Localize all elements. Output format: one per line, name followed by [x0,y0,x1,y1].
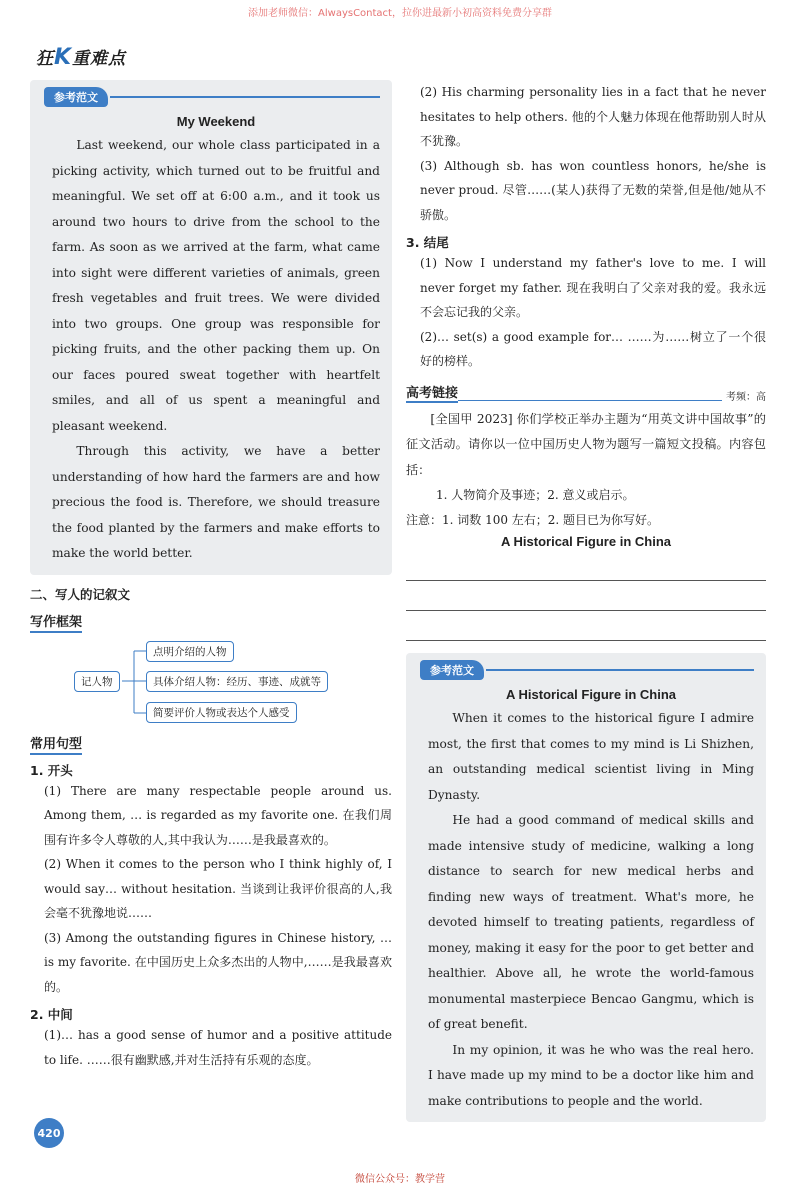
right-column [406,80,766,1122]
answer-line[interactable] [406,551,766,581]
essay-paragraph: Through this activity, we have a better understanding of how hard the farmers are and how precious the food is. Therefore, we should treasure the food planted by the farmers and make efforts to make the world better. [52,444,380,560]
sentence-pattern: (3) Among the outstanding figures in Chinese history, … is my favorite. 在中国历史上众多杰出的人物中,……是我最喜欢的。 [44,930,392,994]
gaokao-header [406,382,766,403]
left-column [30,80,392,1072]
heading-opening: 1. 开头 [30,762,73,778]
heading-ending: 3. 结尾 [406,235,449,250]
essay-paragraph: When it comes to the historical figure I admire most, the first that comes to my mind is Li Shizhen, an outstanding medical scientist living in Ming Dynasty. [428,711,754,802]
task-item: 1. 人物简介及事迹；2. 意义或启示。 [436,488,635,502]
essay-paragraph: Last weekend, our whole class participated in a picking activity, which turned out to be fruitful and meaningful. We set off at 6:00 a.m., and it took us around two hours to drive from the school to the farm. As soon as we arrived at the farm, what came into sight were different varieties of animals, green fresh vegetables and fruit trees. We were divided into two groups. One group was responsible for picking fruits, and the other packing them up. On our faces poured sweat together with heartfelt smiles, and all of us spent a meaningful and pleasant weekend. [52,138,380,433]
framework-heading: 写作框架 [30,611,82,633]
task-description: [全国甲 2023] 你们学校正举办主题为“用英文讲中国故事”的征文活动。请你以一位中国历史人物为题写一篇短文投稿。内容包括： [406,411,766,477]
sample-essay-box [406,653,766,1122]
sample-tag: 参考范文 [44,87,108,107]
diagram-branch: 点明介绍的人物 [146,641,234,662]
footer-watermark: 微信公众号：教学营 [355,1174,445,1185]
gaokao-heading: 高考链接 [406,382,458,403]
essay-title: My Weekend [176,114,256,129]
task-title: A Historical Figure in China [501,534,671,549]
essay-title: A Historical Figure in China [506,687,676,702]
sentence-pattern: (2) His charming personality lies in a fact that he never hesitates to help others. 他的个人魅力体现在他帮助别人时从不犹豫。 [420,85,766,148]
phrases-heading: 常用句型 [30,733,82,755]
sentence-pattern: (3) Although sb. has won countless honors, he/she is never proud. 尽管……(某人)获得了无数的荣誉,但是他/她从不骄傲。 [420,158,766,222]
sentence-pattern: (1)… has a good sense of humor and a positive attitude to life. ……很有幽默感,并对生活持有乐观的态度。 [44,1028,392,1067]
framework-diagram [30,641,392,725]
sentence-pattern: (2)… set(s) a good example for… ……为……树立了一个很好的榜样。 [420,329,766,368]
top-watermark: 添加老师微信：AlwaysContact，拉你进最新小初高资料免费分享群 [248,8,552,19]
answer-line[interactable] [406,581,766,611]
sentence-pattern: (2) When it comes to the person who I think highly of, I would say… without hesitation. 当谈到让我评价很高的人,我会毫不犹豫地说…… [44,857,392,920]
frequency-label: 考频：高 [726,391,766,403]
diagram-branch: 具体介绍人物：经历、事迹、成就等 [146,671,328,692]
answer-line[interactable] [406,611,766,641]
essay-paragraph: In my opinion, it was he who was the real hero. I have made up my mind to be a doctor like him and make contributions to people and the world. [428,1042,754,1108]
essay-paragraph: He had a good command of medical skills and made intensive study of medicine, walking a long distance to search for new medical herbs and finding new ways of treatment. What's more, he devoted himself to treating patients, regardless of money, making it easy for the poor to get better and healthier. Above all, he wrote the world-famous monumental masterpiece Bencao Gangmu, which is of great benefit. [428,813,754,1031]
sample-tag: 参考范文 [420,660,484,680]
heading-middle: 2. 中间 [30,1007,73,1022]
brand-logo: 狂K重难点 [36,45,127,70]
diagram-branch: 简要评价人物或表达个人感受 [146,702,297,723]
page-number: 420 [34,1118,64,1148]
sample-essay-box [30,80,392,575]
sentence-pattern: (1) There are many respectable people around us. Among them, … is regarded as my favorite one. 在我们周围有许多令人尊敬的人,其中我认为……是我最喜欢的。 [44,783,392,847]
sentence-pattern: (1) Now I understand my father's love to me. I will never forget my father. 现在我明白了父亲对我的爱。我永远不会忘记我的父亲。 [420,256,766,319]
diagram-root: 记人物 [74,671,120,692]
section-title: 二、写人的记叙文 [30,586,131,602]
task-note: 注意：1. 词数 100 左右；2. 题目已为你写好。 [406,512,660,527]
